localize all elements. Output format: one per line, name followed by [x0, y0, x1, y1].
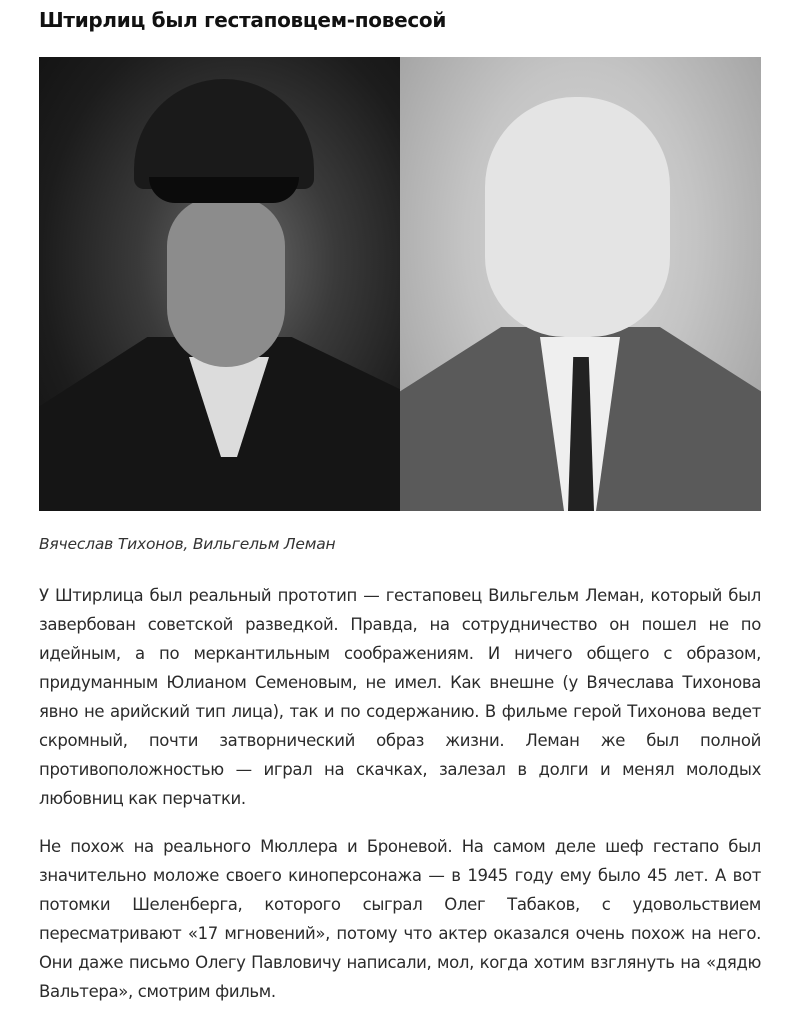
- head-shape: [485, 97, 670, 337]
- photo-tikhonov: [39, 57, 400, 511]
- image-caption: Вячеслав Тихонов, Вильгельм Леман: [39, 535, 336, 553]
- paragraph: У Штирлица был реальный прототип — гестаповец Вильгельм Леман, который был завербован советской разведкой. Правда, на сотрудничество он пошел не по идейным, а по меркантильным соображениям. И ничего общего с образом, придуманным Юлианом Семеновым, не имел. Как внешне (у Вячеслава Тихонова явно не арийский тип лица), так и по содержанию. В фильме герой Тихонова ведет скромный, почти затворнический образ жизни. Леман же был полной противоположностью — играл на скачках, залезал в долги и менял молодых любовниц как перчатки.: [39, 586, 761, 808]
- visor-shape: [149, 177, 299, 203]
- paragraph: Не похож на реального Мюллера и Броневой. На самом деле шеф гестапо был значительно моложе своего киноперсонажа — в 1945 году ему было 45 лет. А вот потомки Шеленберга, которого сыграл Олег Табаков, с удовольствием пересматривают «17 мгновений», потому что актер оказался очень похож на него. Они даже письмо Олегу Павловичу написали, мол, когда хотим взглянуть на «дядю Вальтера», смотрим фильм.: [39, 837, 761, 1001]
- article-image: [39, 57, 761, 511]
- cap-shape: [134, 79, 314, 189]
- face-shape: [167, 197, 285, 367]
- article-title: Штирлиц был гестаповцем-повесой: [39, 8, 447, 32]
- photo-leman: [400, 57, 761, 511]
